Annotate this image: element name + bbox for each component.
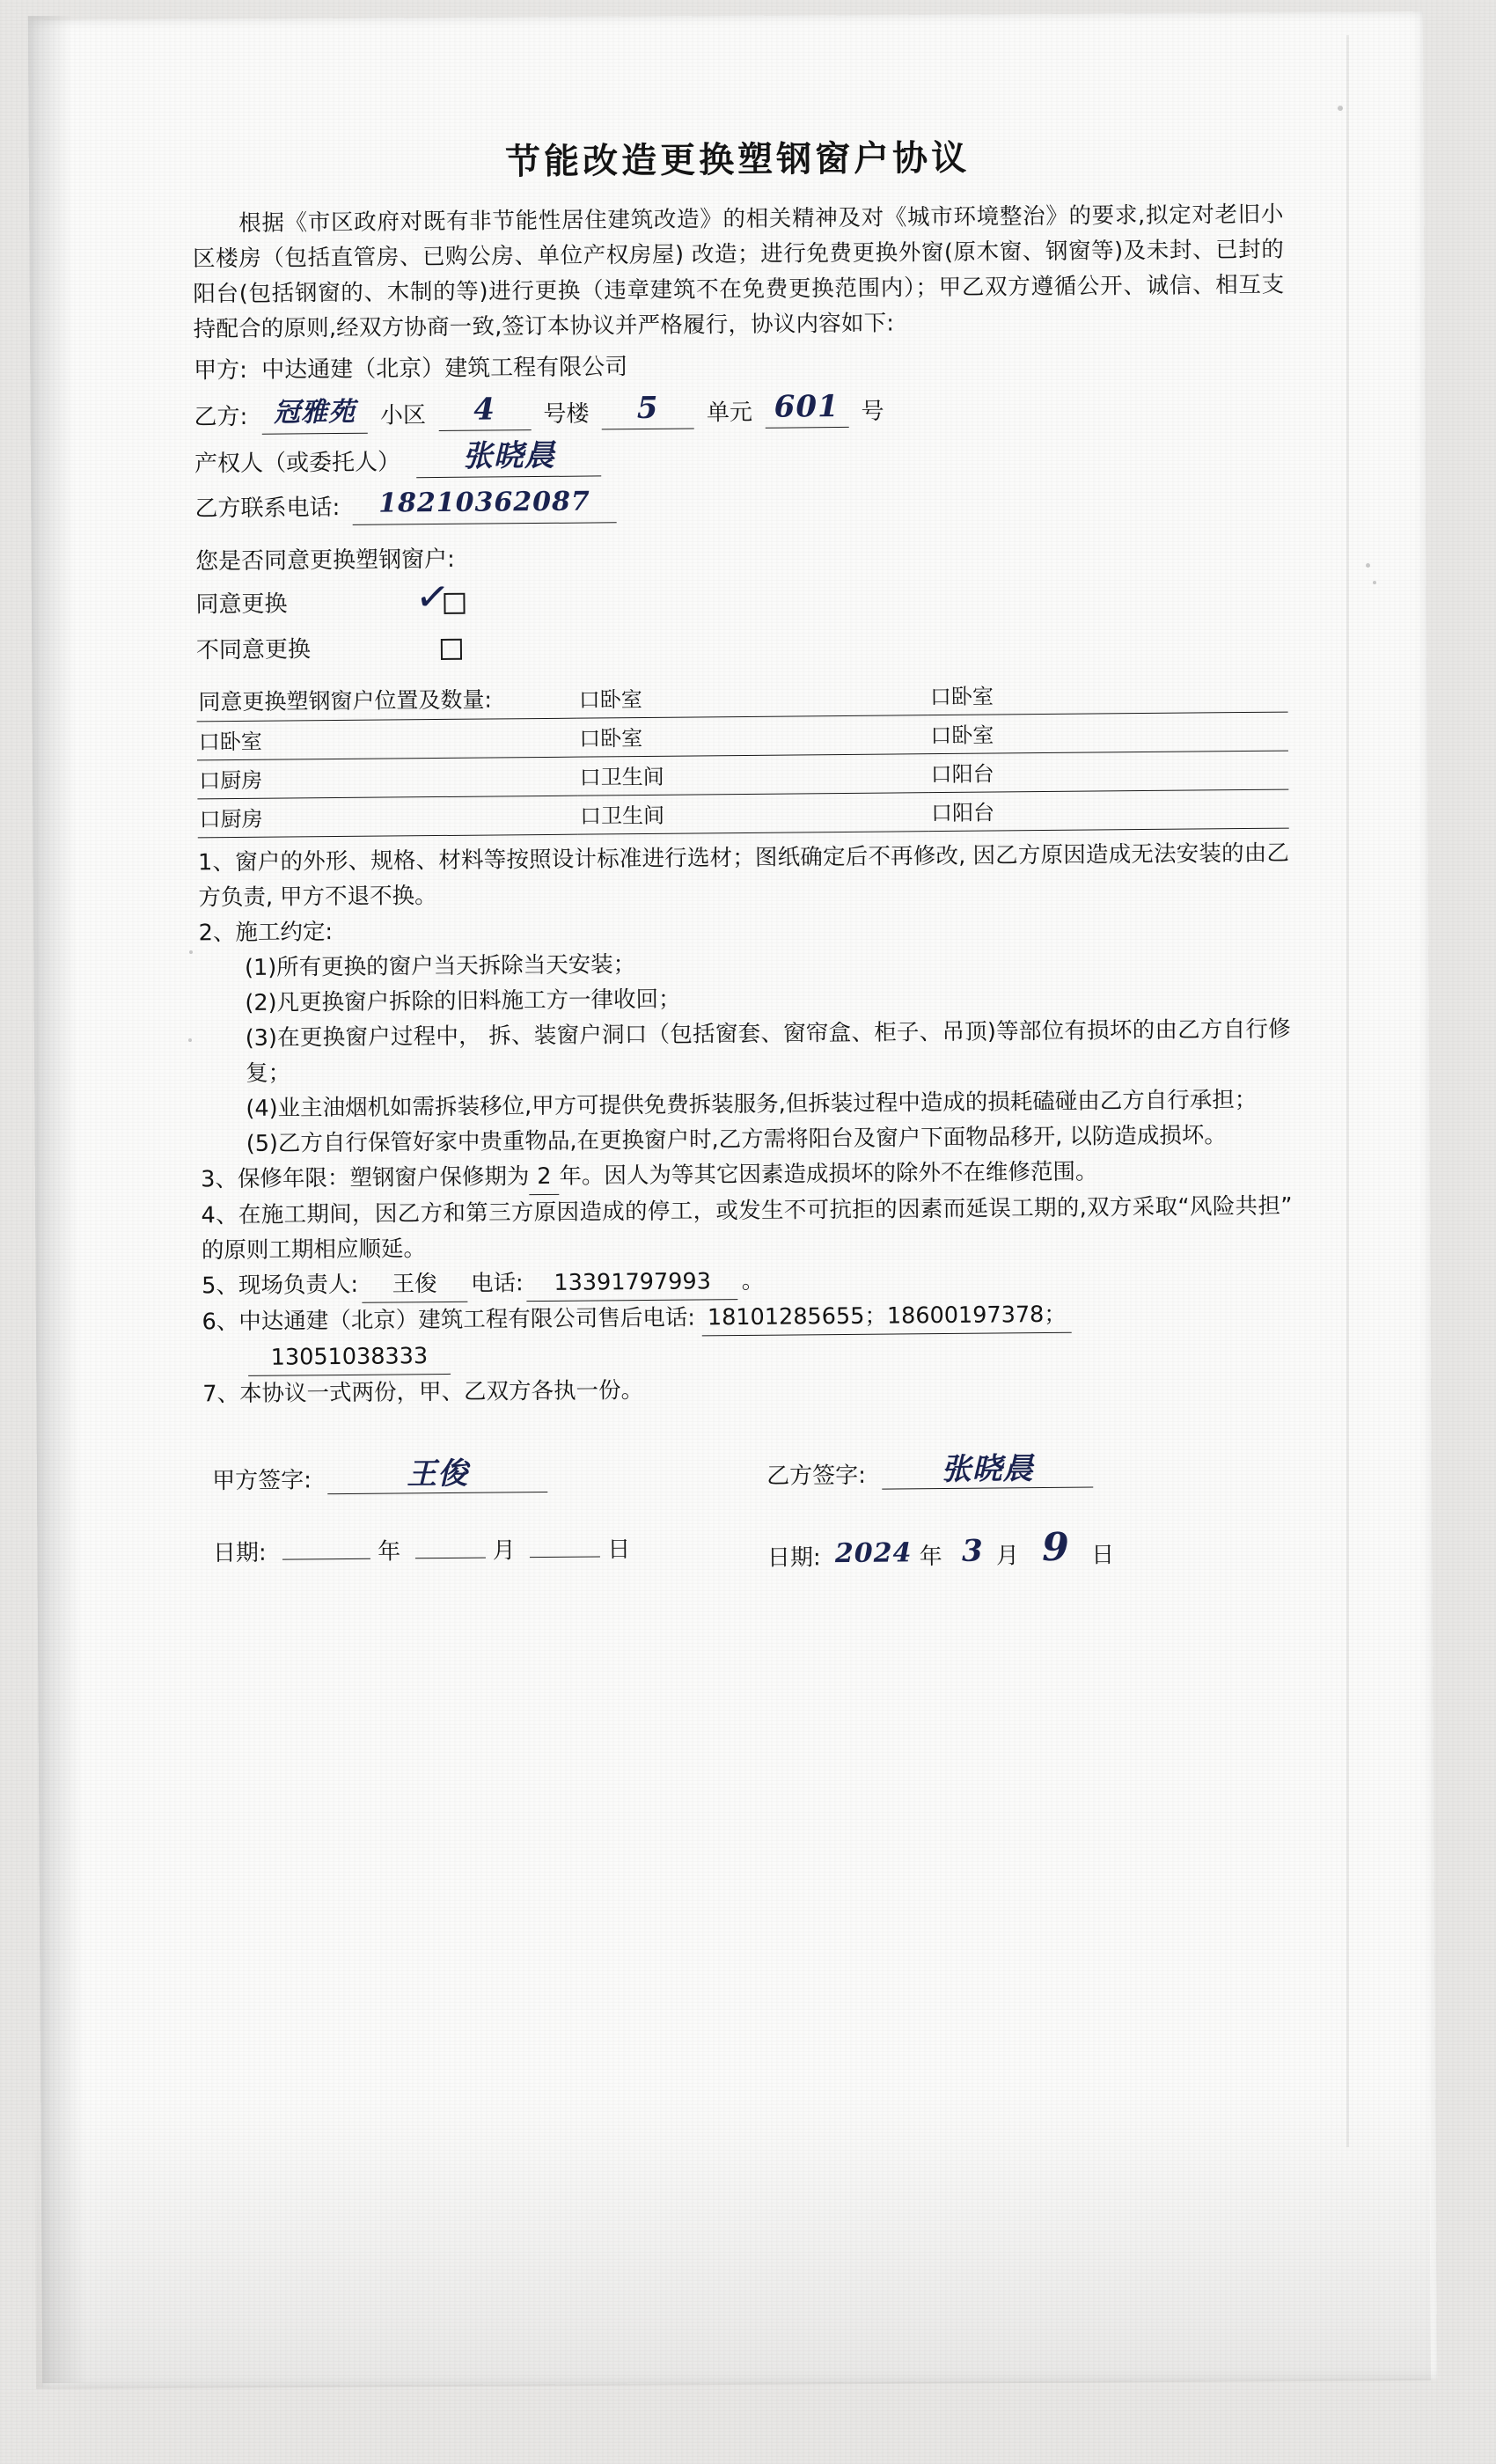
building-suffix: 号楼 (543, 400, 590, 428)
party-b-label: 乙方: (194, 403, 248, 431)
clause-3-number: 3、 (201, 1166, 238, 1193)
clause-1-number: 1、 (197, 849, 236, 876)
intro-text: 根据《市区政府对既有非节能性居住建筑改造》的相关精神及对《城市环境整治》的要求,拟定对老旧小区楼房（包括直管房、已购公房、单位产权房屋) 改造；进行免费更换外窗(原木窗、钢窗等)及未封、已封的阳台(包括钢窗的、木制的等)进行更换（违章建筑不在免费更换范围内）；甲乙双方遵循公开、诚信、相互支持配合的原则,经双方协商一致,签订本协议并严格履行，协议内容如下: (192, 201, 1285, 343)
window-table-label: 同意更换塑钢窗户位置及数量: (196, 679, 577, 722)
party-b-date-year[interactable]: 2024 (834, 1537, 913, 1570)
party-a-date-month[interactable] (415, 1558, 486, 1559)
party-a-label: 甲方: (194, 356, 248, 385)
community-field[interactable]: 冠雅苑 (261, 392, 367, 435)
party-a-row (194, 341, 1285, 392)
site-manager-phone[interactable]: 13391797993 (526, 1264, 737, 1302)
disagree-label: 不同意更换 (195, 636, 312, 664)
window-cell[interactable]: 口阳台 (929, 789, 1289, 832)
scan-speck (189, 950, 193, 954)
scan-speck (1338, 106, 1343, 111)
window-cell[interactable]: 口卫生间 (578, 793, 929, 834)
party-b-signature-field[interactable]: 张晓晨 (882, 1444, 1093, 1490)
disagree-row[interactable] (196, 619, 1287, 674)
signature-row (203, 1445, 1294, 1509)
clause-1-text: 窗户的外形、规格、材料等按照设计标准进行选材；图纸确定后不再修改, 因乙方原因造成无法安装的由乙方负责, 甲方不退不换。 (198, 840, 1290, 912)
clause-2-text: 施工约定: (235, 919, 334, 947)
community-suffix: 小区 (379, 402, 427, 429)
clause-2-sub-3: (3)在更换窗户过程中， 拆、装窗户洞口（包括窗套、窗帘盒、柜子、吊顶)等部位有损坏的由乙方自行修复； (245, 1016, 1291, 1087)
scan-speck (1373, 581, 1376, 584)
phone-field[interactable]: 18210362087 (352, 481, 616, 525)
owner-row (194, 432, 1286, 485)
clause-2-sub-2: (2)凡更换窗户拆除的旧料施工方一律收回； (245, 986, 681, 1016)
scan-speck (1366, 563, 1370, 568)
site-manager-label: 现场负责人: (238, 1271, 359, 1300)
agree-check-mark: ✓ (413, 570, 453, 623)
party-a-signature-field[interactable]: 王俊 (327, 1448, 547, 1494)
question-text: 您是否同意更换塑钢窗户: (194, 546, 455, 576)
clause-3-prefix: 保修年限：塑钢窗户保修期为 (237, 1163, 530, 1193)
clause-7-number: 7、 (202, 1381, 240, 1408)
window-cell[interactable]: 口卧室 (197, 718, 578, 760)
clause-4 (201, 1189, 1293, 1269)
disagree-checkbox[interactable] (441, 638, 462, 659)
clause-2-number: 2、 (198, 920, 236, 947)
party-a-date-day-unit: 日 (607, 1536, 631, 1564)
table-row (197, 789, 1288, 838)
party-b-date-day-unit: 日 (1090, 1542, 1115, 1569)
party-a-signature-group (212, 1451, 547, 1498)
window-location-table (196, 673, 1288, 839)
scan-speck (188, 1038, 192, 1042)
clause-6-number: 6、 (202, 1309, 239, 1336)
window-cell[interactable]: 口阳台 (928, 751, 1288, 793)
date-row (204, 1526, 1295, 1588)
party-a-date-month-unit: 月 (492, 1537, 516, 1565)
clause-2-sub-5: (5)乙方自行保管好家中贵重物品,在更换窗户时,乙方需将阳台及窗户下面物品移开, 以防造成损坏。 (246, 1122, 1227, 1157)
site-manager-phone-label: 电话: (470, 1270, 524, 1297)
party-a-value: 中达通建（北京）建筑工程有限公司 (261, 354, 628, 384)
building-field[interactable]: 4 (438, 389, 531, 431)
party-b-date-month[interactable]: 3 (961, 1533, 984, 1569)
warranty-years-field[interactable]: 2 (529, 1159, 559, 1195)
party-b-signature-group (766, 1447, 1093, 1493)
clause-5-tail: 。 (741, 1267, 765, 1295)
unit-field[interactable]: 5 (601, 387, 693, 429)
clause-3-suffix: 年。因人为等其它因素造成损坏的除外不在维修范围。 (559, 1158, 1098, 1190)
room-field[interactable]: 601 (765, 386, 848, 429)
clause-1 (198, 836, 1290, 916)
party-b-date-month-unit: 月 (995, 1543, 1020, 1570)
party-b-row (194, 385, 1285, 438)
window-cell[interactable]: 口卫生间 (577, 754, 928, 796)
owner-label: 产权人（或委托人） (194, 449, 401, 478)
clause-5-number: 5、 (202, 1272, 239, 1300)
party-b-signature-label: 乙方签字: (766, 1462, 867, 1490)
party-a-date-day[interactable] (530, 1556, 600, 1558)
window-table-header-row (196, 673, 1288, 839)
party-a-signature-label: 甲方签字: (212, 1467, 312, 1495)
after-sales-company: 中达通建（北京）建筑工程有限公司售后电话: (238, 1304, 696, 1336)
room-suffix: 号 (861, 398, 884, 425)
phone-row (194, 479, 1286, 530)
party-b-date-label: 日期: (766, 1544, 821, 1572)
party-a-date-label: 日期: (212, 1539, 267, 1567)
party-a-date-year[interactable] (282, 1558, 370, 1560)
owner-field[interactable]: 张晓晨 (416, 435, 601, 478)
clause-4-number: 4、 (201, 1202, 239, 1229)
window-cell[interactable]: 口卧室 (928, 673, 1288, 715)
document-title: 节能改造更换塑钢窗户协议 (504, 136, 971, 183)
clause-2-sub-1: (1)所有更换的窗户当天拆除当天安装； (244, 951, 636, 981)
window-cell[interactable]: 口卧室 (577, 715, 928, 757)
clause-7-text: 本协议一式两份，甲、乙双方各执一份。 (238, 1377, 644, 1408)
phone-label: 乙方联系电话: (194, 494, 341, 523)
unit-suffix: 单元 (706, 399, 753, 427)
window-cell[interactable]: 口卧室 (577, 676, 928, 718)
after-sales-phones-line2[interactable]: 13051038333 (248, 1338, 451, 1376)
window-cell[interactable]: 口厨房 (197, 796, 578, 838)
party-b-date-day[interactable]: 9 (1041, 1524, 1070, 1571)
agreement-document (192, 128, 1295, 1588)
party-b-date-year-unit: 年 (919, 1544, 942, 1571)
party-b-date-group (766, 1524, 1115, 1574)
window-cell[interactable]: 口厨房 (197, 757, 578, 799)
clause-4-text: 在施工期间，因乙方和第三方原因造成的停工，或发生不可抗拒的因素而延误工期的,双方采取“风险共担”的原则工期相应顺延。 (201, 1192, 1293, 1265)
intro-paragraph (193, 197, 1285, 348)
agree-label: 同意更换 (195, 590, 288, 619)
site-manager-name[interactable]: 王俊 (362, 1266, 467, 1303)
after-sales-phones-line1[interactable]: 18101285655；18600197378； (702, 1297, 1072, 1337)
party-a-date-group (213, 1531, 631, 1567)
clause-2-sub-4: (4)业主油烟机如需拆装移位,甲方可提供免费拆装服务,但拆装过程中造成的损耗磕碰由乙方自行承担； (246, 1086, 1258, 1122)
party-a-date-year-unit: 年 (378, 1538, 401, 1566)
window-cell[interactable]: 口卧室 (928, 712, 1288, 754)
